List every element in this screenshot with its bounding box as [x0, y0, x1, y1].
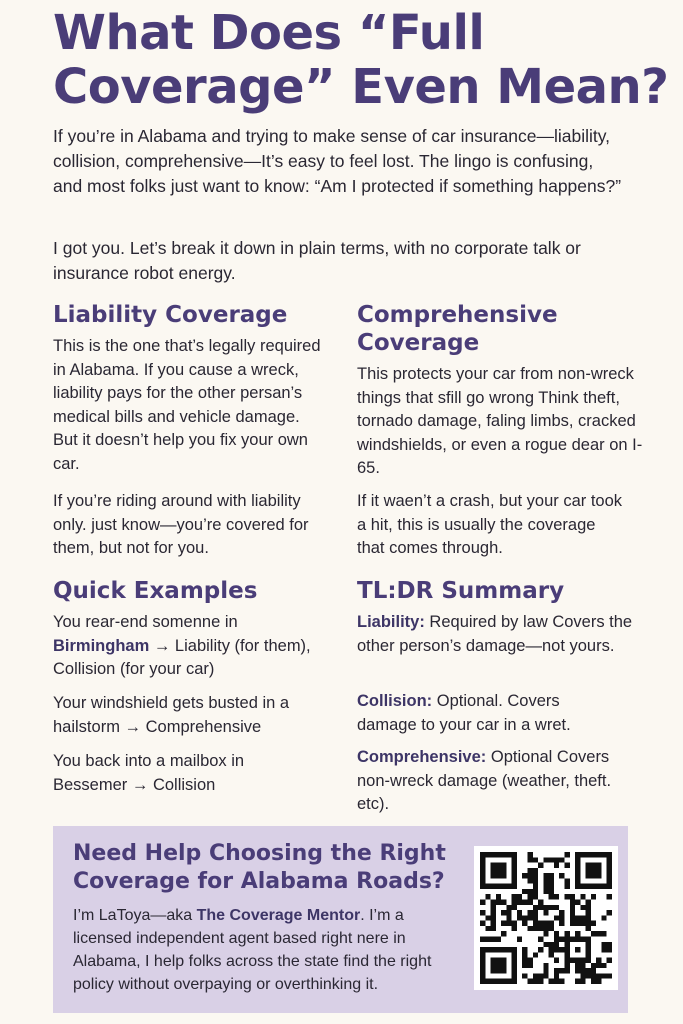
summary-item	[357, 690, 612, 737]
qr-code[interactable]	[474, 846, 618, 990]
cta-brand: The Coverage Mentor	[196, 907, 361, 924]
summary-text: Optional. Covers damage to your car in a wret.	[357, 692, 571, 734]
example-city: Birmingham	[53, 636, 150, 655]
intro-paragraph-1: If you’re in Alabama and trying to make sense of car insurance—liability, collision, comprehensive—It’s easy to feel lost. The lingo is confusing, and most folks just want to know: “Am I protected if something happens?”	[53, 126, 622, 196]
comprehensive-paragraph-2: If it waen’t a crash, but your car took a hit, this is usually the coverage that comes through.	[357, 492, 623, 557]
summary-item	[357, 611, 642, 658]
summary-label: Comprehensive:	[357, 748, 487, 766]
liability-paragraph-1: This is the one that’s legally required in Alabama. If you cause a wreck, liability pays for the other persan’s medical bills and vehicle damage. But it doesn’t help you fix your own car.	[53, 337, 321, 473]
comprehensive-heading: Comprehensive Coverage	[357, 302, 558, 356]
example-text: → Liability (for them), Collision (for your car)	[53, 636, 311, 678]
cta-paragraph	[73, 904, 453, 996]
summary-label: Collision:	[357, 692, 433, 710]
liability-paragraph-2: If you’re riding around with liability only. just know—you’re covered for them, but not for you.	[53, 492, 309, 557]
comprehensive-paragraph-1: This protects your car from non-wreck things that sfill go wrong Think theft, tornado damage, faling limbs, cracked windshields, or even a rogue dear on I-65.	[357, 365, 643, 477]
summary-item	[357, 746, 642, 817]
cta-text: . I’m a licensed independent agent based right nere in Alabama, I help folks across the state find the right policy without overpaying or overthinking it.	[73, 907, 432, 993]
summary-label: Liability:	[357, 613, 425, 631]
example-item: Your windshield gets busted in a hailstorm → Comprehensive	[53, 694, 290, 736]
liability-heading: Liability Coverage	[53, 302, 288, 328]
example-item	[53, 611, 333, 682]
summary-heading: TL:DR Summary	[357, 578, 565, 604]
summary-text: Required by law Covers the other person’s damage—not yours.	[357, 613, 633, 655]
example-item: You back into a mailbox in Bessemer → Collision	[53, 752, 245, 794]
examples-heading: Quick Examples	[53, 578, 258, 604]
cta-heading: Need Help Choosing the Right Coverage for Alabama Roads?	[73, 841, 446, 894]
cta-box	[53, 826, 628, 1013]
intro-paragraph-2: I got you. Let’s break it down in plain terms, with no corporate talk or insurance robot energy.	[53, 238, 581, 283]
example-text: You rear-end somenne in	[53, 613, 238, 631]
page-title: What Does “Full Coverage” Even Mean?	[53, 5, 669, 115]
summary-text: Optional Covers non-wreck damage (weather, theft. etc).	[357, 748, 612, 813]
qr-code-icon	[480, 852, 612, 984]
cta-text: I’m LaToya—aka	[73, 907, 197, 924]
